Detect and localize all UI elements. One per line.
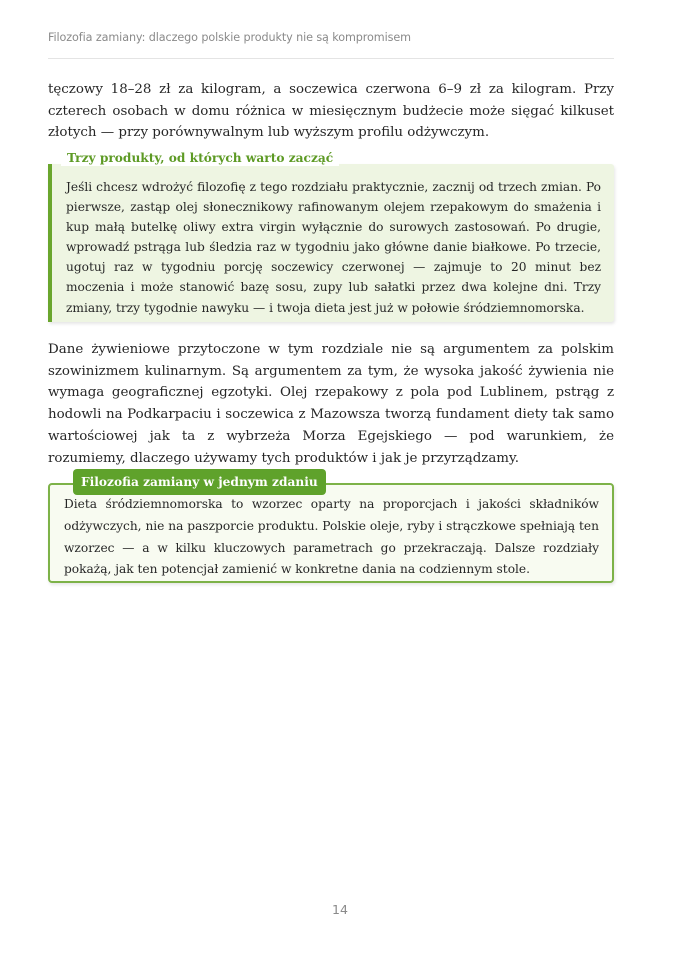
summary-box-text: Dieta śródziemnomorska to wzorzec oparty na proporcjach i jakości składników odżywczych, nie na paszporcie produktu. Polskie oleje, ryby i strączkowe spełniają ten wzorzec — a w kilku kluczowych parametrach go przekraczają. Dalsze rozdziały pokażą, jak ten potencjał zamienić w konkretne dania na codziennym stole. (64, 497, 599, 577)
body-paragraph-closing: Dane żywieniowe przytoczone w tym rozdziale nie są argumentem za polskim szowinizmem kulinarnym. Są argumentem za tym, że wysoka jakość żywienia nie wymaga geograficznej egzotyki. Olej rzepakowy z pola pod Lublinem, pstrąg z hodowli na Podkarpaciu i soczewica z Mazowsza tworzą fundament diety tak samo wartościowej jak ta z wybrzeża Morza Egejskiego — pod warunkiem, że rozumiemy, dlaczego używamy tych produktów i jak je przyrządzamy. (48, 342, 614, 466)
header-divider (48, 58, 614, 59)
running-header: Filozofia zamiany: dlaczego polskie produkty nie są kompromisem (48, 31, 411, 44)
page-number: 14 (332, 902, 348, 917)
tip-box-text: Jeśli chcesz wdrożyć filozofię z tego rozdziału praktycznie, zacznij od trzech zmian. Po pierwsze, zastąp olej słonecznikowy rafinowanym olejem rzepakowym do smażenia i kup małą butelkę oliwy extra virgin wyłącznie do surowych zastosowań. Po drugie, wprowadź pstrąga lub śledzia raz w tygodniu jako główne danie białkowe. Po trzecie, ugotuj raz w tygodniu porcję soczewicy czerwonej — zajmuje to 20 minut bez moczenia i może stanowić bazę sosu, zupy lub sałatki przez dwa kolejne dni. Trzy zmiany, trzy tygodnie nawyku — i twoja dieta jest już w połowie śródziemnomorska. (66, 180, 601, 315)
summary-box-title: Filozofia zamiany w jednym zdaniu (73, 469, 326, 495)
body-paragraph-intro: tęczowy 18–28 zł za kilogram, a soczewica czerwona 6–9 zł za kilogram. Przy czterech osobach w domu różnica w miesięcznym budżecie może sięgać kilkuset złotych — przy porównywalnym lub wyższym profilu odżywczym. (48, 82, 614, 141)
tip-box-title: Trzy produkty, od których warto zacząć (61, 150, 339, 166)
